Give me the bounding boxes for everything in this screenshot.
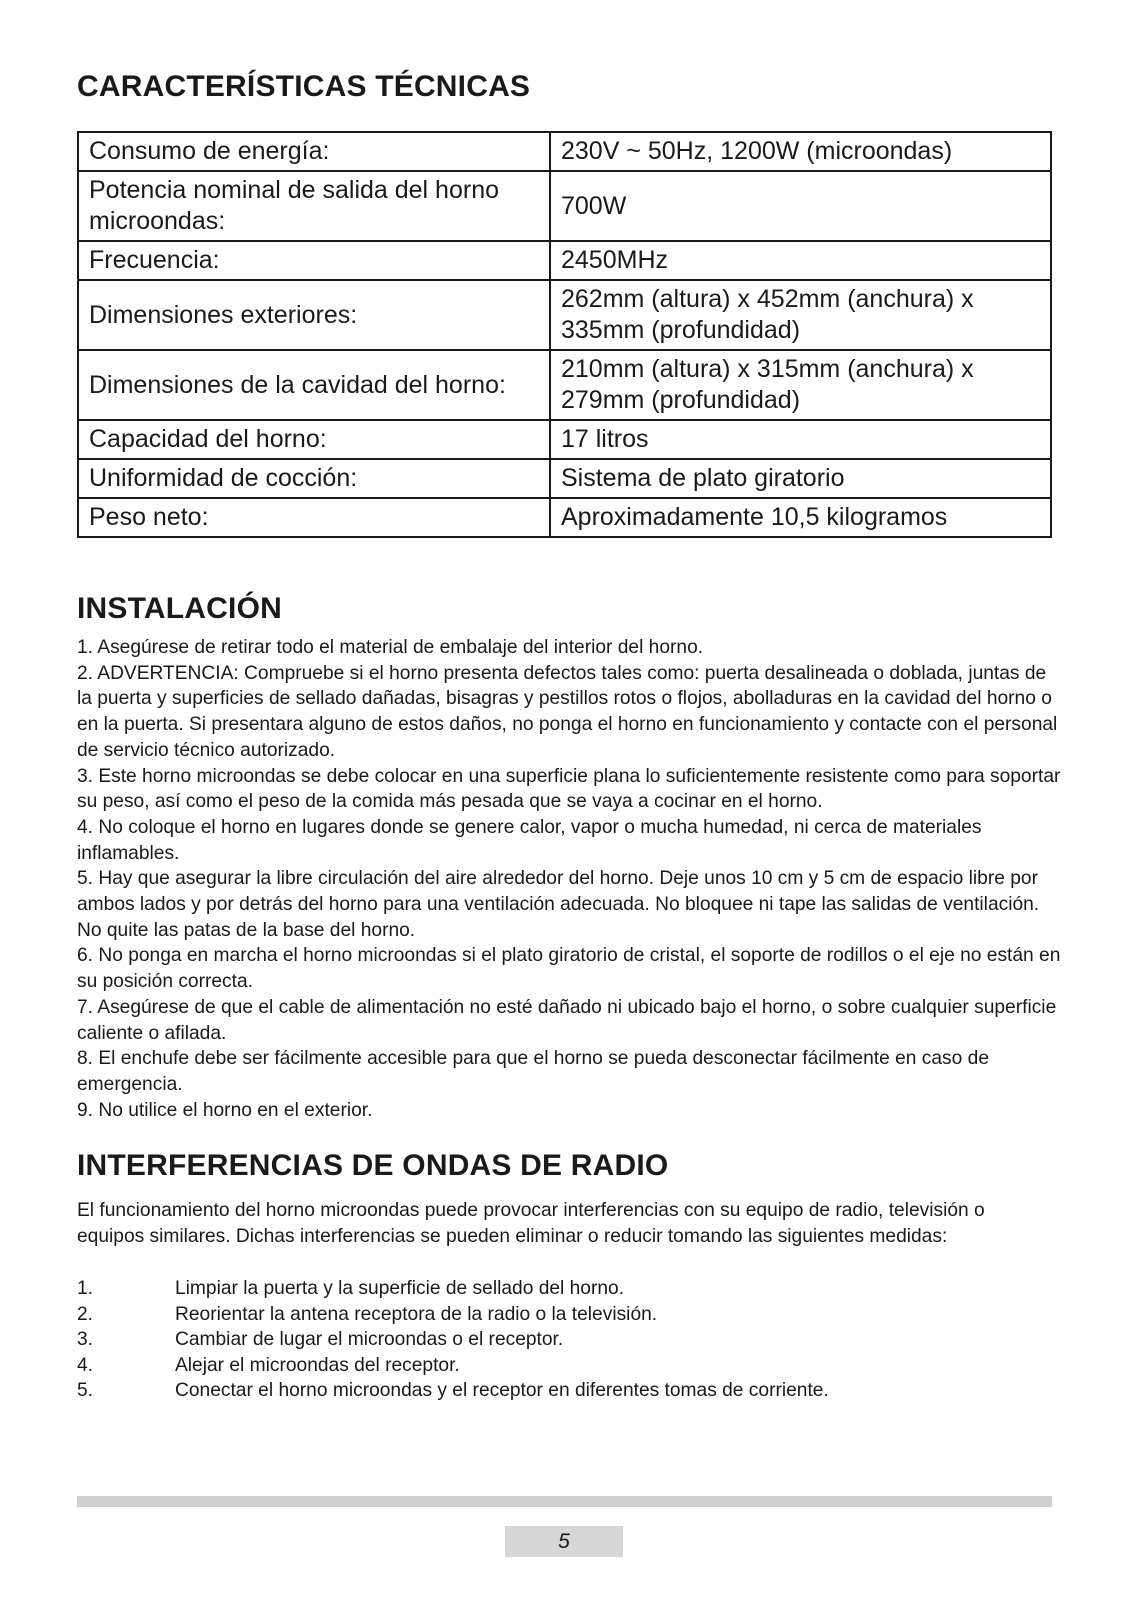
spec-value: 2450MHz <box>550 241 1051 280</box>
table-row <box>78 280 1051 350</box>
spec-label: Potencia nominal de salida del horno microondas: <box>78 171 550 241</box>
step-number: 4. <box>77 1354 94 1376</box>
list-item: 4. No coloque el horno en lugares donde se genere calor, vapor o mucha humedad, ni cerca de materiales inflamables. <box>77 816 982 864</box>
step-text: Cambiar de lugar el microondas o el receptor. <box>175 1329 564 1350</box>
spec-value: Sistema de plato giratorio <box>550 459 1051 498</box>
spec-label: Uniformidad de cocción: <box>78 459 550 498</box>
spec-value: 700W <box>550 171 1051 241</box>
step-text: Conectar el horno microondas y el receptor en diferentes tomas de corriente. <box>175 1380 829 1401</box>
spec-label: Dimensiones exteriores: <box>78 280 550 350</box>
table-row <box>78 498 1051 537</box>
installation-list <box>77 635 1062 1123</box>
step-text: Alejar el microondas del receptor. <box>175 1354 460 1376</box>
step-number: 2. <box>77 1303 94 1325</box>
spec-label: Dimensiones de la cavidad del horno: <box>78 350 550 420</box>
step-number: 5. <box>77 1380 94 1401</box>
table-row <box>78 241 1051 280</box>
spec-value: 230V ~ 50Hz, 1200W (microondas) <box>550 132 1051 171</box>
table-row <box>78 459 1051 498</box>
spec-label: Capacidad del horno: <box>78 420 550 459</box>
list-item <box>77 1378 1052 1404</box>
list-item: 1. Asegúrese de retirar todo el material de embalaje del interior del horno. <box>77 637 704 658</box>
table-row <box>78 171 1051 241</box>
list-item <box>77 1327 1052 1353</box>
list-item: 9. No utilice el horno en el exterior. <box>77 1099 373 1121</box>
radio-intro-paragraph: El funcionamiento del horno microondas puede provocar interferencias con su equipo de radio, televisión o equipos similares. Dichas interferencias se pueden eliminar o reducir tomando las siguientes medidas: <box>77 1200 985 1247</box>
installation-heading: INSTALACIÓN <box>77 592 282 625</box>
page-number: 5 <box>505 1526 623 1557</box>
list-item <box>77 1276 1052 1302</box>
spec-label: Consumo de energía: <box>78 132 550 171</box>
list-item: 5. Hay que asegurar la libre circulación del aire alrededor del horno. Deje unos 10 cm y 5 cm de espacio libre por ambos lados y por detrás del horno para una ventilación adecuada. No bloquee ni tape las salidas de ventilación. No quite las patas de la base del horno. <box>77 868 1040 941</box>
specs-heading: CARACTERÍSTICAS TÉCNICAS <box>77 70 531 103</box>
table-row <box>78 420 1051 459</box>
list-item <box>77 1353 1052 1379</box>
spec-label: Frecuencia: <box>78 241 550 280</box>
step-text: Limpiar la puerta y la superficie de sellado del horno. <box>175 1278 625 1299</box>
list-item: 3. Este horno microondas se debe colocar en una superficie plana lo suficientemente resistente como para soportar su peso, así como el peso de la comida más pesada que se vaya a cocinar en el horno. <box>77 765 1061 813</box>
spec-label: Peso neto: <box>78 498 550 537</box>
table-row <box>78 350 1051 420</box>
spec-value: Aproximadamente 10,5 kilogramos <box>550 498 1051 537</box>
spec-value: 17 litros <box>550 420 1051 459</box>
list-item: 2. ADVERTENCIA: Compruebe si el horno presenta defectos tales como: puerta desalineada o doblada, juntas de la puerta y superficies de sellado dañadas, bisagras y pestillos rotos o flojos, abolladuras en la cavidad del horno o en la puerta. Si presentara alguno de estos daños, no ponga el horno en funcionamiento y contacte con el personal de servicio técnico autorizado. <box>77 662 1058 761</box>
step-number: 1. <box>77 1278 94 1299</box>
spec-value: 210mm (altura) x 315mm (anchura) x 279mm (profundidad) <box>550 350 1051 420</box>
step-text: Reorientar la antena receptora de la radio o la televisión. <box>175 1303 658 1325</box>
specs-table <box>77 131 1052 538</box>
spec-value: 262mm (altura) x 452mm (anchura) x 335mm (profundidad) <box>550 280 1051 350</box>
list-item <box>77 1302 1052 1328</box>
footer-divider <box>77 1496 1052 1507</box>
radio-steps-list <box>77 1276 1052 1404</box>
list-item: 7. Asegúrese de que el cable de alimentación no esté dañado ni ubicado bajo el horno, o sobre cualquier superficie caliente o afilada. <box>77 996 1057 1044</box>
radio-interference-heading: INTERFERENCIAS DE ONDAS DE RADIO <box>77 1149 669 1182</box>
step-number: 3. <box>77 1329 94 1350</box>
list-item: 8. El enchufe debe ser fácilmente accesible para que el horno se pueda desconectar fácilmente en caso de emergencia. <box>77 1048 989 1095</box>
table-row <box>78 132 1051 171</box>
list-item: 6. No ponga en marcha el horno microondas si el plato giratorio de cristal, el soporte de rodillos o el eje no están en su posición correcta. <box>77 945 1061 993</box>
